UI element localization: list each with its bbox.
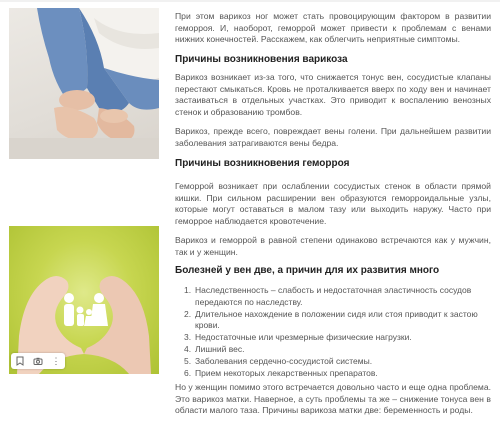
top-divider [0,0,500,2]
heading-diseases-causes: Болезней у вен две, а причин для их развития много [175,265,440,276]
paragraph-hemorrhoid-1: Геморрой возникает при ослаблении сосудистых стенок в области прямой кишки. При сильном расширении вен образуются геморроидальные узлы, которые могут оставаться в малом тазу или выходить наружу. Часто при геморрое наблюдается кровотечение. [175,181,491,226]
paragraph-varicose-2: Варикоз, прежде всего, повреждает вены голени. При дальнейшем развитии заболевания затрагиваются вены бедра. [175,126,491,148]
list-item: 2. Длительное нахождение в положении сидя или стоя приводит к застою крови. [184,308,478,331]
list-item: 5. Заболевания сердечно-сосудистой системы. [184,355,373,366]
list-item: 4. Лишний вес. [184,343,245,354]
paragraph-uterus-varicose: Но у женщин помимо этого встречается довольно часто и еще одна проблема. Это варикоз матки. Наверное, а суть проблемы та же – снижение тонуса вен в области малого таза. Причины варикоза матки две: беременность и роды. [175,382,491,415]
heading-varicose-causes: Причины возникновения варикоза [175,54,348,65]
heading-hemorrhoid-causes: Причины возникновения геморроя [175,158,350,169]
family-heart-illustration [9,226,159,374]
legs-illustration [9,8,159,159]
legs-photo [9,8,159,159]
list-item: 6. Прием некоторых лекарственных препаратов. [184,367,378,378]
list-item: 3. Недостаточные или чрезмерные физические нагрузки. [184,332,412,343]
family-heart-photo [9,226,159,374]
intro-paragraph: При этом варикоз ног может стать провоцирующим фактором в развитии геморроя. И, наоборот, геморрой может привести к проблемам с венами нижних конечностей. Расскажем, как облегчить неприятные симптомы. [175,11,491,44]
image-toolbar [11,353,65,369]
list-item: 1. Наследственность – слабость и недостаточная эластичность сосудов передаются по наследству. [184,285,472,307]
more-icon[interactable]: ⋮ [51,355,61,366]
paragraph-varicose-1: Варикоз возникает из-за того, что снижается тонус вен, сосудистые клапаны перестают смыкаться. Кровь не проталкивается вверх по ходу вен и начинает застаиваться в отдельных участках. Это приводит к воспалению венозных стенок и образованию тромбов. [175,72,491,117]
bookmark-icon[interactable] [13,354,27,368]
camera-icon[interactable] [31,354,45,368]
causes-list [184,285,491,379]
paragraph-hemorrhoid-2: Варикоз и геморрой в равной степени одинаково встречаются как у мужчин, так и у женщин. [175,235,491,257]
